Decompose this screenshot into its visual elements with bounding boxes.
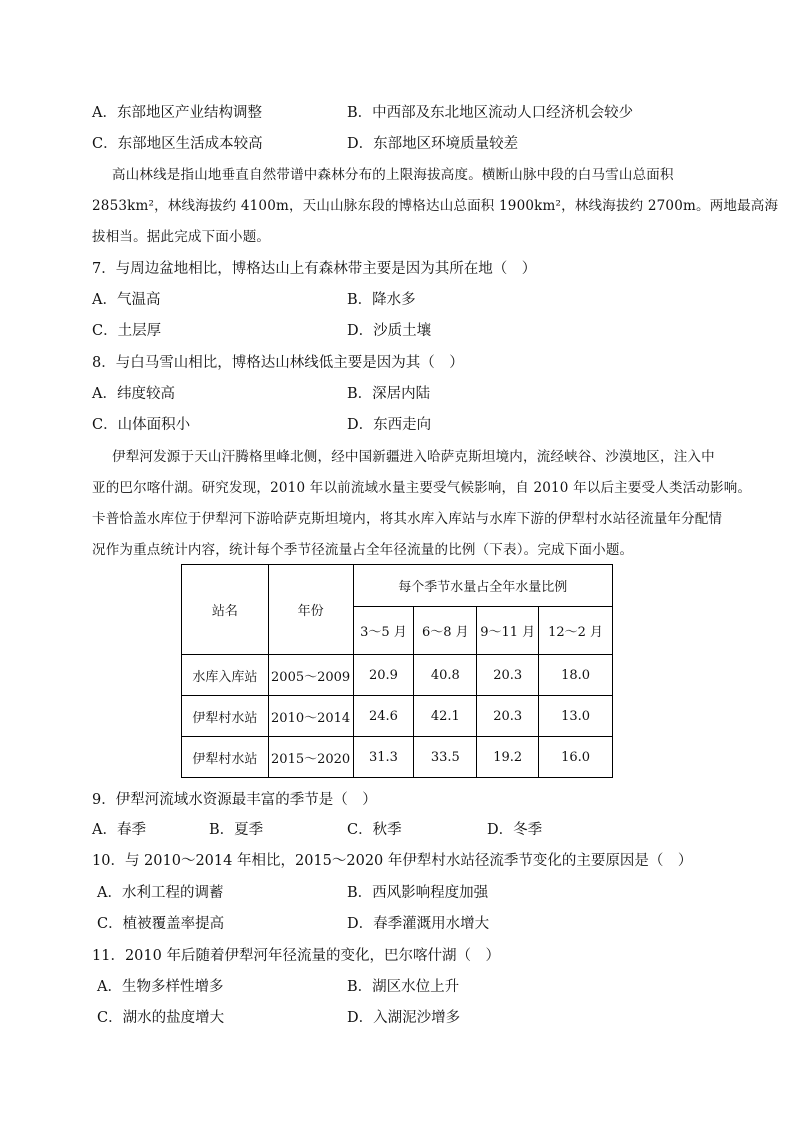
q11-option-d: D．入湖泥沙增多: [347, 1010, 461, 1026]
q6-option-d: D．东部地区环境质量较差: [347, 136, 519, 152]
passage2-line1: 伊犁河发源于天山汗腾格里峰北侧，经中国新疆进入哈萨克斯坦境内，流经峡谷、沙漠地区，注入中: [112, 449, 715, 465]
cell-station: 伊犁村水站: [182, 737, 269, 778]
q10-option-b: B．西风影响程度加强: [347, 885, 489, 901]
table-row: [182, 655, 613, 696]
cell-value: 20.3: [477, 696, 539, 737]
cell-value: 19.2: [477, 737, 539, 778]
q9-option-c: C．秋季: [347, 822, 402, 838]
q9-stem: 9．伊犁河流域水资源最丰富的季节是（ ）: [92, 792, 377, 808]
runoff-table: [181, 564, 613, 778]
passage2-line3: 卡普恰盖水库位于伊犁河下游哈萨克斯坦境内，将其水库入库站与水库下游的伊犁村水站径流量年分配情: [92, 511, 723, 527]
q7-stem: 7．与周边盆地相比，博格达山上有森林带主要是因为其所在地（ ）: [92, 261, 537, 277]
q7-option-b: B．降水多: [347, 292, 416, 308]
q7-option-a: A．气温高: [92, 292, 161, 308]
q8-option-a: A．纬度较高: [92, 386, 175, 402]
q10-option-d: D．春季灌溉用水增大: [347, 916, 490, 932]
cell-station: 水库入库站: [182, 655, 269, 696]
q8-option-c: C．山体面积小: [92, 417, 191, 433]
q7-option-c: C．土层厚: [92, 323, 162, 339]
cell-value: 31.3: [353, 737, 414, 778]
q8-option-d: D．东西走向: [347, 417, 432, 433]
q11-option-b: B．湖区水位上升: [347, 979, 460, 995]
passage2-line2: 亚的巴尔喀什湖。研究发现，2010 年以前流域水量主要受气候影响，自 2010 年以后主要受人类活动影响。: [92, 480, 752, 496]
header-season: 12～2 月: [539, 607, 613, 655]
header-season: 6～8 月: [414, 607, 477, 655]
passage1-line3: 拔相当。据此完成下面小题。: [92, 229, 271, 245]
q8-stem: 8．与白马雪山相比，博格达山林线低主要是因为其（ ）: [92, 355, 464, 371]
header-season-ratio: 每个季节水量占全年水量比例: [353, 565, 612, 607]
cell-value: 20.9: [353, 655, 414, 696]
q9-option-a: A．春季: [92, 822, 146, 838]
cell-value: 13.0: [539, 696, 613, 737]
q6-option-a: A．东部地区产业结构调整: [92, 105, 262, 121]
table-row: [182, 696, 613, 737]
cell-station: 伊犁村水站: [182, 696, 269, 737]
cell-years: 2015～2020: [268, 737, 353, 778]
header-year: 年份: [268, 565, 353, 655]
q11-option-c: C．湖水的盐度增大: [97, 1010, 225, 1026]
cell-value: 18.0: [539, 655, 613, 696]
passage2-line4: 况作为重点统计内容，统计每个季节径流量占全年径流量的比例（下表）。完成下面小题。: [92, 542, 634, 558]
q9-option-b: B．夏季: [209, 822, 264, 838]
cell-years: 2005～2009: [268, 655, 353, 696]
cell-value: 20.3: [477, 655, 539, 696]
q9-option-d: D．冬季: [487, 822, 543, 838]
header-season: 3～5 月: [353, 607, 414, 655]
cell-years: 2010～2014: [268, 696, 353, 737]
table-row: [182, 737, 613, 778]
passage1-line1: 高山林线是指山地垂直自然带谱中森林分布的上限海拔高度。横断山脉中段的白马雪山总面积: [112, 167, 674, 183]
cell-value: 40.8: [414, 655, 477, 696]
header-station: 站名: [182, 565, 269, 655]
cell-value: 16.0: [539, 737, 613, 778]
q6-option-b: B．中西部及东北地区流动人口经济机会较少: [347, 105, 634, 121]
q10-option-c: C．植被覆盖率提高: [97, 916, 225, 932]
q11-option-a: A．生物多样性增多: [97, 979, 224, 995]
q11-stem: 11．2010 年后随着伊犁河年径流量的变化，巴尔喀什湖（ ）: [92, 948, 500, 964]
q6-option-c: C．东部地区生活成本较高: [92, 136, 263, 152]
cell-value: 24.6: [353, 696, 414, 737]
q10-option-a: A．水利工程的调蓄: [97, 885, 224, 901]
cell-value: 33.5: [414, 737, 477, 778]
q7-option-d: D．沙质土壤: [347, 323, 432, 339]
q10-stem: 10．与 2010～2014 年相比，2015～2020 年伊犁村水站径流季节变化的主要原因是（ ）: [92, 853, 693, 869]
passage1-line2: 2853km²，林线海拔约 4100m，天山山脉东段的博格达山总面积 1900km²，林线海拔约 2700m。两地最高海: [92, 198, 779, 214]
q8-option-b: B．深居内陆: [347, 386, 431, 402]
cell-value: 42.1: [414, 696, 477, 737]
header-season: 9～11 月: [477, 607, 539, 655]
